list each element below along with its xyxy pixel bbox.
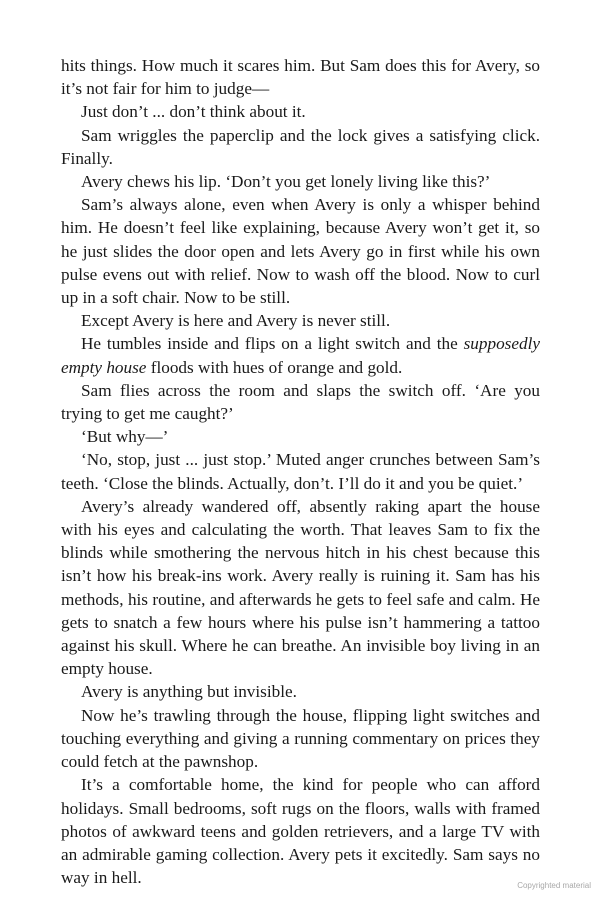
paragraph: It’s a comfortable home, the kind for people who can afford holidays. Small bedrooms, soft rugs on the floors, walls with framed photos of awkward teens and golden retrievers, and a large TV with an admirable gaming collection. Avery pets it excitedly. Sam says no way in hell. [61,775,540,888]
paragraph-text-before: He tumbles inside and flips on a light switch and the [81,334,464,354]
paragraph: Sam flies across the room and slaps the switch off. ‘Are you trying to get me caught?’ [61,380,540,424]
emphasized-text: supposedly empty house [61,334,540,377]
paragraph: Now he’s trawling through the house, flipping light switches and touching everything and giving a running commentary on prices they could fetch at the pawnshop. [61,705,540,772]
paragraph: Sam’s always alone, even when Avery is only a whisper behind him. He doesn’t feel like explaining, because Avery won’t get it, so he just slides the door open and lets Avery go in first while his own pulse evens out with relief. Now to wash off the blood. Now to curl up in a soft chair. Now to be still. [61,195,540,308]
copyright-watermark: Copyrighted material [517,881,591,890]
book-page-text [61,54,540,889]
paragraph-text-after: floods with hues of orange and gold. [146,357,403,377]
paragraph-with-emphasis [61,332,540,378]
paragraph: hits things. How much it scares him. But Sam does this for Avery, so it’s not fair for him to judge— [61,56,540,99]
paragraph: Just don’t ... don’t think about it. [81,102,306,122]
paragraph: ‘No, stop, just ... just stop.’ Muted anger crunches between Sam’s teeth. ‘Close the blinds. Actually, don’t. I’ll do it and you be quiet.’ [61,450,540,493]
paragraph: Avery chews his lip. ‘Don’t you get lonely living like this?’ [81,172,491,192]
paragraph: Avery is anything but invisible. [81,682,297,702]
paragraph: Except Avery is here and Avery is never still. [81,311,391,331]
paragraph: Sam wriggles the paperclip and the lock gives a satisfying click. Finally. [61,125,540,168]
paragraph: Avery’s already wandered off, absently raking apart the house with his eyes and calculating the worth. That leaves Sam to fix the blinds while smothering the nervous hitch in his chest because this isn’t how his break-ins work. Avery really is ruining it. Sam has his methods, his routine, and afterwards he gets to feel safe and calm. He gets to snatch a few hours where his pulse isn’t hammering a tattoo against his skull. Where he can breathe. An invisible boy living in an empty house. [61,496,540,679]
paragraph: ‘But why—’ [81,427,169,447]
